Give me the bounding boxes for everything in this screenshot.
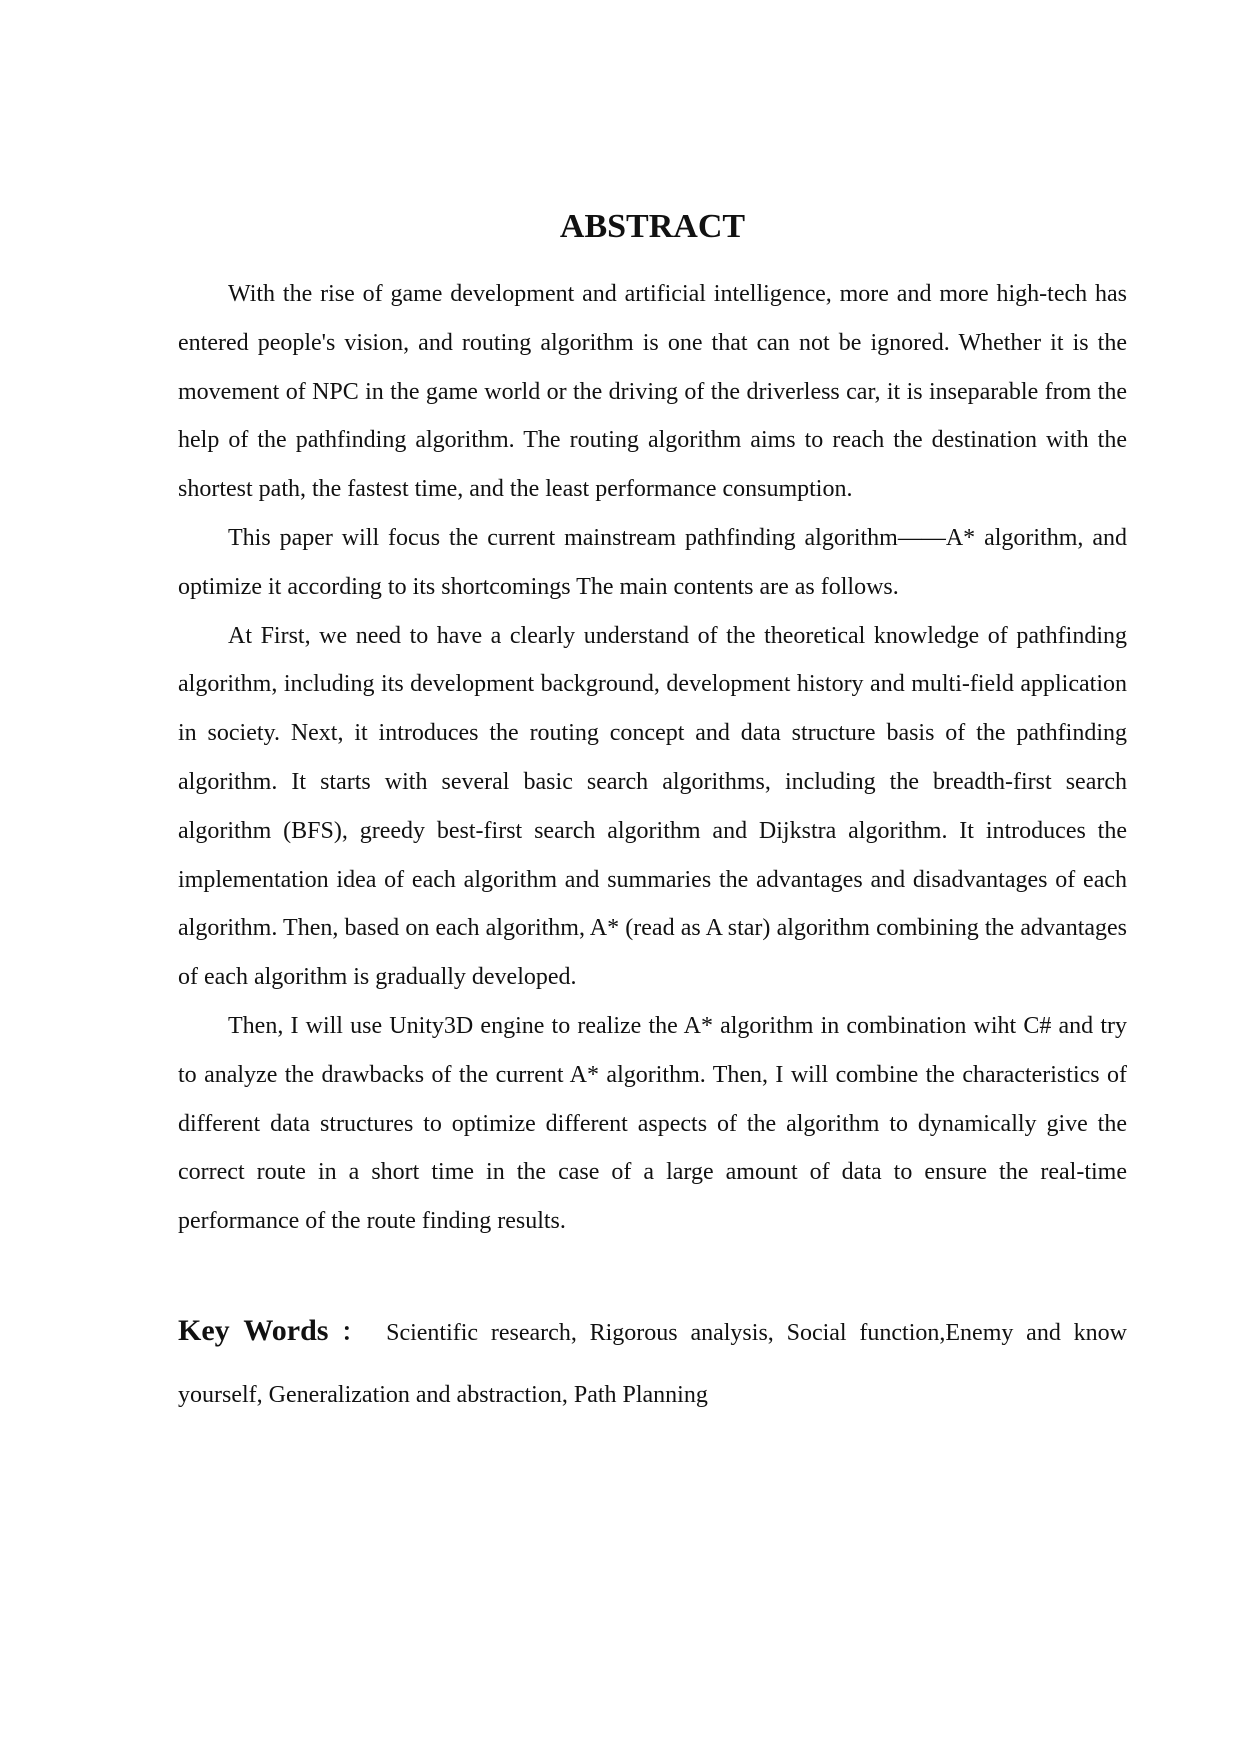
abstract-paragraph: With the rise of game development and artificial intelligence, more and more high-tech has entered people's vision, and routing algorithm is one that can not be ignored. Whether it is the movement of NPC in the game world or the driving of the driverless car, it is inseparable from the help of the pathfinding algorithm. The routing algorithm aims to reach the destination with the shortest path, the fastest time, and the least performance consumption. [178, 281, 1127, 503]
keywords-text: Scientific research, Rigorous analysis, Social function,Enemy and know yourself, Generalization and abstraction, Path Planning [178, 1320, 1127, 1408]
keywords-colon: ： [334, 1320, 373, 1346]
abstract-title: ABSTRACT [559, 208, 746, 245]
keywords-label: Key Words [178, 1314, 329, 1347]
keywords-section [178, 1300, 1127, 1426]
abstract-paragraph: At First, we need to have a clearly understand of the theoretical knowledge of pathfinding algorithm, including its development background, development history and multi-field application in society. Next, it introduces the routing concept and data structure basis of the pathfinding algorithm. It starts with several basic search algorithms, including the breadth-first search algorithm (BFS), greedy best-first search algorithm and Dijkstra algorithm. It introduces the implementation idea of each algorithm and summaries the advantages and disadvantages of each algorithm. Then, based on each algorithm, A* (read as A star) algorithm combining the advantages of each algorithm is gradually developed. [178, 622, 1127, 991]
abstract-paragraph: This paper will focus the current mainstream pathfinding algorithm——A* algorithm, and optimize it according to its shortcomings The main contents are as follows. [178, 524, 1127, 600]
abstract-paragraph: Then, I will use Unity3D engine to realize the A* algorithm in combination wiht C# and try to analyze the drawbacks of the current A* algorithm. Then, I will combine the characteristics of different data structures to optimize different aspects of the algorithm to dynamically give the correct route in a short time in the case of a large amount of data to ensure the real-time performance of the route finding results. [178, 1012, 1127, 1235]
abstract-body [178, 270, 1127, 1246]
